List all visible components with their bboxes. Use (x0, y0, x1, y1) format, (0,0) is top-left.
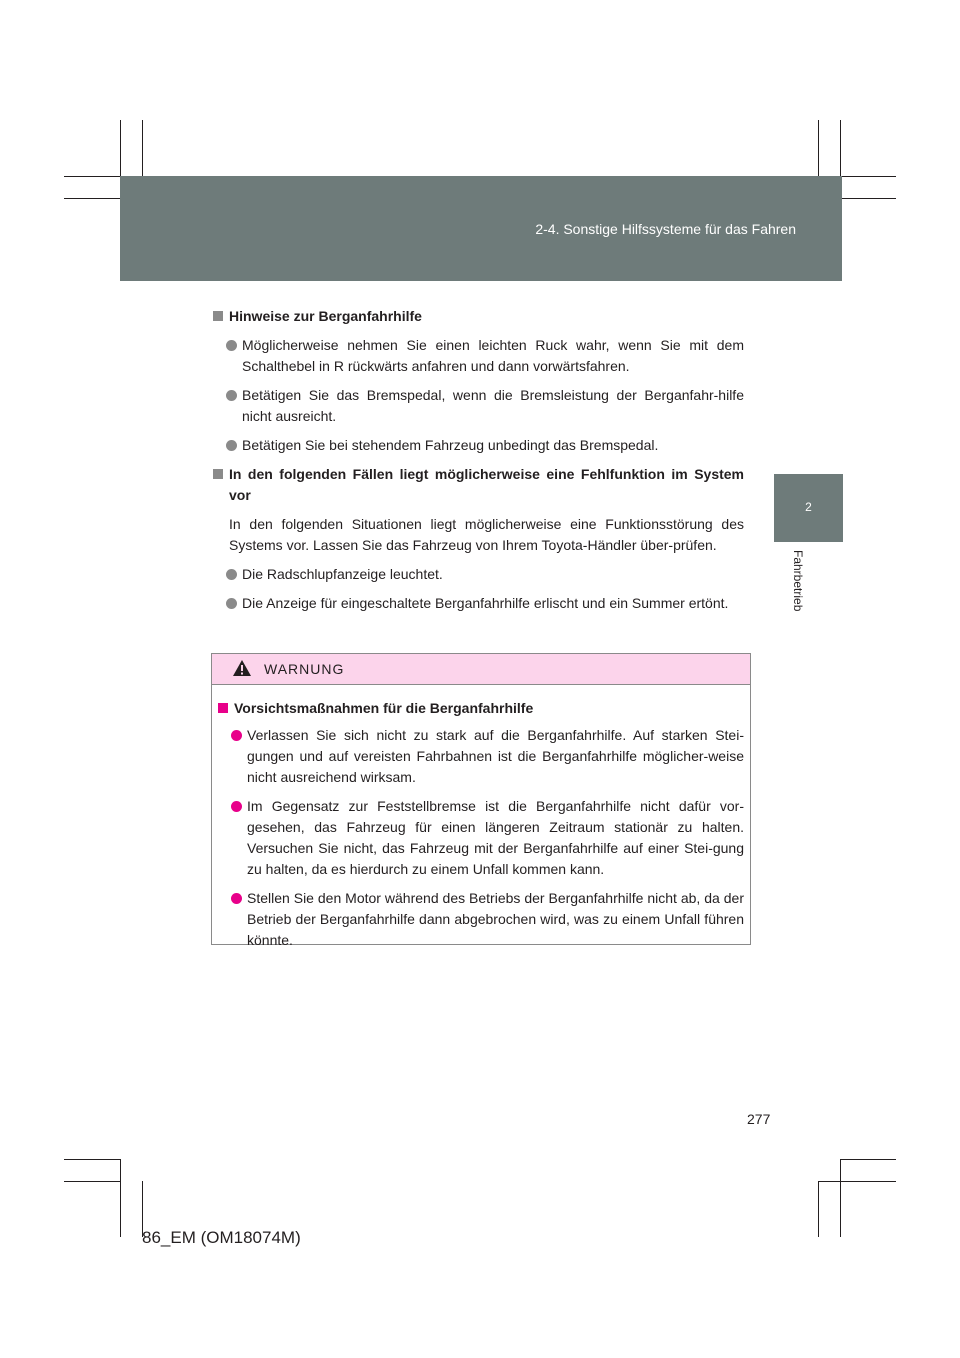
crop-mark (64, 198, 120, 199)
list-item: Stellen Sie den Motor während des Betriebs der Berganfahrhilfe nicht ab, da der Betrieb der Berganfahrhilfe dann abgebrochen wird, was zu einem Unfall führen könnte. (218, 888, 744, 951)
circle-bullet-icon (231, 801, 242, 812)
circle-bullet-icon (226, 598, 237, 609)
list-item: Betätigen Sie bei stehendem Fahrzeug unbedingt das Bremspedal. (213, 435, 744, 456)
warning-body (212, 685, 750, 951)
crop-mark (840, 1159, 896, 1160)
circle-bullet-icon (231, 730, 242, 741)
square-bullet-icon (213, 311, 223, 321)
list-item: Die Anzeige für eingeschaltete Berganfahrhilfe erlischt und ein Summer ertönt. (213, 593, 744, 614)
list-item: Die Radschlupfanzeige leuchtet. (213, 564, 744, 585)
section-title: 2-4. Sonstige Hilfssysteme für das Fahren (535, 221, 796, 237)
crop-mark (818, 120, 819, 176)
list-item: Verlassen Sie sich nicht zu stark auf die Berganfahrhilfe. Auf starken Stei-gungen und auf vereisten Fahrbahnen ist die Berganfahrhilfe möglicher-weise nicht ausreichend wirksam. (218, 725, 744, 788)
circle-bullet-icon (226, 440, 237, 451)
crop-mark (120, 1159, 121, 1237)
section-paragraph: In den folgenden Situationen liegt möglicherweise eine Funktionsstörung des Systems vor. Lassen Sie das Fahrzeug von Ihrem Toyota-Händler über-prüfen. (229, 516, 744, 553)
circle-bullet-icon (231, 893, 242, 904)
warning-label: WARNUNG (264, 661, 345, 677)
header-band (120, 176, 842, 281)
crop-mark (64, 1181, 120, 1182)
warning-heading: Vorsichtsmaßnahmen für die Berganfahrhilfe (218, 698, 744, 719)
crop-mark (64, 1159, 120, 1160)
chapter-tab (774, 474, 843, 542)
crop-mark (840, 120, 841, 176)
crop-mark (818, 1181, 819, 1237)
crop-mark (818, 1181, 896, 1182)
crop-mark (842, 176, 896, 177)
section-heading: In den folgenden Fällen liegt möglicherweise eine Fehlfunktion im System vor (213, 464, 744, 506)
section-heading: Hinweise zur Berganfahrhilfe (213, 306, 744, 327)
list-item: Im Gegensatz zur Feststellbremse ist die Berganfahrhilfe nicht dafür vor-gesehen, das Fahrzeug für einen längeren Zeitraum stationär zu halten. Versuchen Sie nicht, das Fahrzeug mit der Berganfahrhilfe auf einer Stei-gung zu halten, da es hierdurch zu einem Unfall kommen kann. (218, 796, 744, 880)
square-bullet-icon (218, 703, 228, 713)
circle-bullet-icon (226, 340, 237, 351)
chapter-label: Fahrbetrieb (791, 550, 805, 612)
square-bullet-icon (213, 469, 223, 479)
list-item: Betätigen Sie das Bremspedal, wenn die Bremsleistung der Berganfahr-hilfe nicht ausreicht. (213, 385, 744, 427)
crop-mark (64, 176, 120, 177)
warning-triangle-icon (232, 659, 252, 677)
crop-mark (842, 198, 896, 199)
list-item: Möglicherweise nehmen Sie einen leichten Ruck wahr, wenn Sie mit dem Schalthebel in R rückwärts anfahren und dann vorwärtsfahren. (213, 335, 744, 377)
chapter-number: 2 (805, 500, 812, 514)
crop-mark (840, 1159, 841, 1237)
manual-code: 86_EM (OM18074M) (142, 1228, 301, 1247)
circle-bullet-icon (226, 569, 237, 580)
crop-mark (142, 120, 143, 176)
warning-header (212, 654, 750, 685)
main-content (213, 306, 744, 622)
circle-bullet-icon (226, 390, 237, 401)
crop-mark (120, 120, 121, 176)
warning-box (211, 653, 751, 948)
page-number: 277 (747, 1111, 771, 1127)
